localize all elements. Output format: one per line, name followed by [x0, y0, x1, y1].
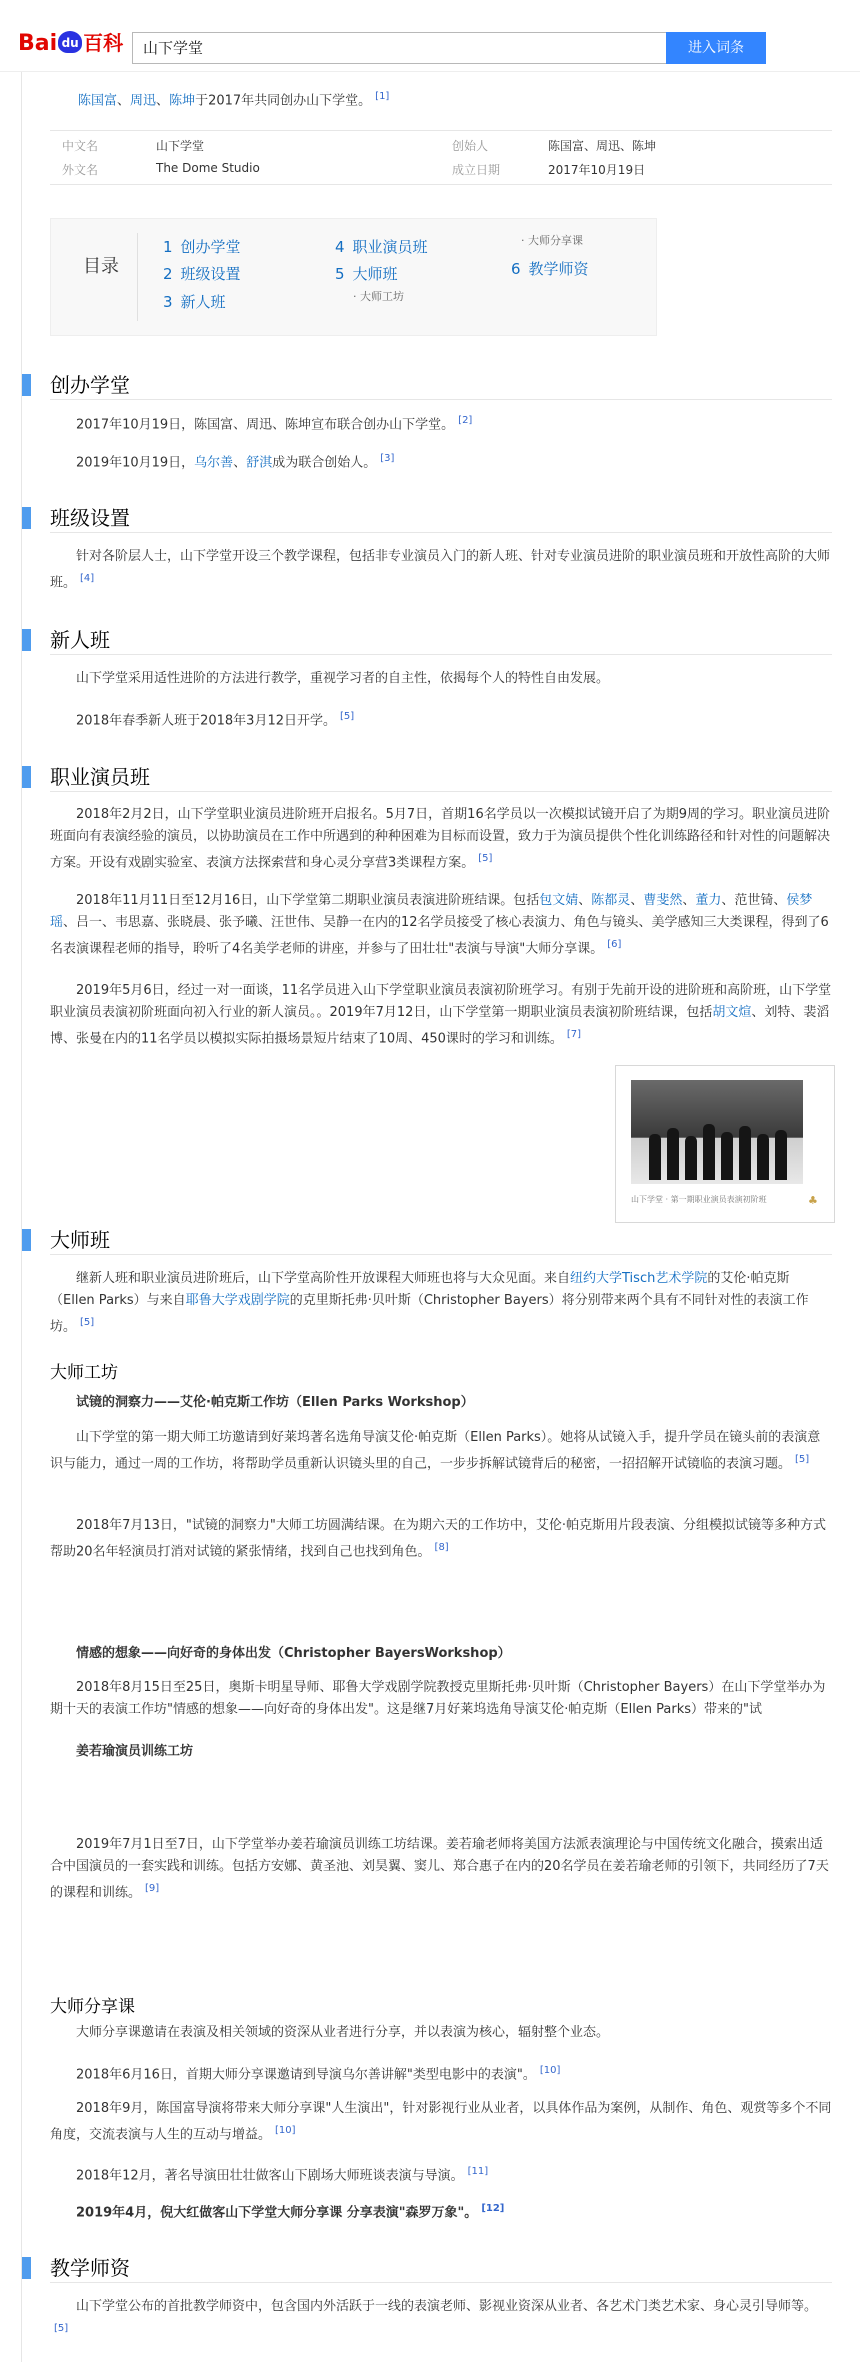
- paragraph: [50, 668, 832, 690]
- text: 、吕一、韦思嘉、张晓晨、张予曦、汪世伟、吴静一在内的12名学员接受了核心表演力、角色与镜头、美学感知三大类课程，得到了6名表演课程老师的指导，聆听了4名美学老师的讲座，并参与了田壮壮"表演与导演"大师分享课。: [50, 915, 829, 957]
- text: 2018年12月，著名导演田壮壮做客山下剧场大师班谈表演与导演。: [76, 2168, 464, 2184]
- info-key: 中文名: [62, 139, 99, 153]
- photo-caption: 山下学堂 · 第一期职业演员表演初阶班: [631, 1195, 767, 1204]
- toc-num: 6: [511, 260, 521, 278]
- person-figure: [721, 1132, 733, 1180]
- basic-info-border: [50, 130, 832, 131]
- text: 2019年7月1日至7日，山下学堂举办姜若瑜演员训练工坊结课。姜若瑜老师将美国方法派表演理论与中国传统文化融合，摸索出适合中国演员的一套实践和训练。包括方安娜、黄圣池、刘昊翼、窦儿、郑合惠子在内的20名学员在姜若瑜老师的引领下，共同经历了7天的课程和训练。: [50, 1837, 829, 1901]
- table-of-contents: [50, 218, 657, 336]
- heading-bar: [22, 629, 31, 651]
- person-link[interactable]: 侯梦瑶: [50, 893, 813, 930]
- studio-logo-icon: ♣: [808, 1194, 818, 1207]
- person-figure: [703, 1124, 715, 1180]
- person-figure: [667, 1128, 679, 1180]
- paragraph: [50, 1427, 832, 1475]
- paragraph: [50, 1268, 832, 1338]
- paragraph: [50, 2060, 832, 2086]
- logo-bai-text: Bai: [18, 31, 58, 56]
- text: 2018年7月13日，"试镜的洞察力"大师工坊圆满结课。在为期六天的工作坊中，艾伦·帕克斯用片段表演、分组模拟试镜等多种方式帮助20名年轻演员打消对试镜的紧张情绪，找到自己也找到角色。: [50, 1518, 826, 1560]
- intro-text: 于2017年共同创办山下学堂。: [195, 93, 372, 109]
- paragraph: [50, 448, 832, 474]
- heading-text: 大师班: [50, 1228, 110, 1252]
- citation-ref[interactable]: [3]: [380, 453, 395, 464]
- text: 的克里斯托弗·贝叶斯（Christopher Bayers）将分别带来两个具有不同针对性的表演工作坊。: [50, 1293, 809, 1335]
- citation-ref[interactable]: [11]: [467, 2166, 489, 2177]
- person-link[interactable]: 陈都灵: [591, 893, 631, 908]
- person-figure: [757, 1134, 769, 1180]
- info-value: 2017年10月19日: [548, 163, 646, 177]
- citation-ref[interactable]: [1]: [375, 91, 390, 102]
- heading-text: 职业演员班: [50, 765, 150, 789]
- paw-icon: du: [58, 31, 82, 53]
- text: 、: [578, 893, 592, 908]
- paragraph: [50, 2098, 832, 2146]
- intro-sep: 、: [117, 93, 131, 109]
- toc-item-4[interactable]: [335, 236, 428, 257]
- citation-ref[interactable]: [2]: [458, 415, 473, 426]
- section-heading: [22, 625, 832, 655]
- toc-num: 5: [335, 265, 345, 283]
- citation-ref[interactable]: [6]: [607, 939, 622, 950]
- toc-label: 创办学堂: [180, 238, 241, 256]
- school-link[interactable]: 耶鲁大学戏剧学院: [185, 1293, 290, 1308]
- text: 、: [233, 455, 247, 471]
- class-photo[interactable]: [615, 1065, 835, 1223]
- text: 2019年5月6日，经过一对一面谈，11名学员进入山下学堂职业演员表演初阶班学习。有别于先前开设的进阶班和高阶班，山下学堂职业演员表演初阶班面向初入行业的新人演员。。2019年7月12日，山下学堂第一期职业演员表演初阶班结课，包括: [50, 983, 832, 1020]
- text: 、: [682, 893, 696, 908]
- info-value: 陈国富、周迅、陈坤: [548, 139, 657, 153]
- citation-ref[interactable]: [5]: [478, 853, 493, 864]
- toc-item-6[interactable]: [511, 258, 589, 279]
- enter-entry-button[interactable]: 进入词条: [666, 32, 766, 64]
- heading-rule: [50, 399, 832, 400]
- person-link[interactable]: 曹斐然: [643, 893, 683, 908]
- paragraph: [50, 546, 832, 594]
- person-link[interactable]: 舒淇: [246, 455, 273, 471]
- group-photo-image: [631, 1080, 803, 1184]
- text: 山下学堂采用适性进阶的方法进行教学，重视学习者的自主性，依揭每个人的特性自由发展。: [76, 671, 610, 686]
- text: 大师分享课邀请在表演及相关领域的资深从业者进行分享，并以表演为核心，辐射整个业态。: [76, 2025, 610, 2040]
- paragraph: [50, 1677, 832, 1721]
- toc-item-2[interactable]: [163, 263, 241, 284]
- section-heading: [22, 503, 832, 533]
- heading-bar: [22, 507, 31, 529]
- toc-sub-item[interactable]: · 大师工坊: [353, 290, 404, 303]
- text: 2019年10月19日，: [76, 455, 195, 471]
- toc-title: 目录: [83, 256, 119, 277]
- subsection-title: 大师分享课: [50, 1997, 135, 2017]
- heading-text: 新人班: [50, 628, 110, 652]
- person-figure: [775, 1130, 787, 1180]
- toc-item-1[interactable]: [163, 236, 241, 257]
- paragraph: [50, 2296, 832, 2344]
- section-heading: [22, 1225, 832, 1255]
- citation-ref[interactable]: [4]: [80, 573, 95, 584]
- text: 、范世锜、: [721, 893, 787, 908]
- basic-info-border: [50, 184, 832, 185]
- paragraph: [50, 980, 832, 1050]
- citation-ref[interactable]: [5]: [80, 1317, 95, 1328]
- text: 、刘特、裴滔博、张曼在内的11名学员以模拟实际拍摄场景短片结束了10周、450课时的学习和训练。: [50, 1005, 830, 1047]
- info-value: 山下学堂: [156, 139, 205, 153]
- paragraph: [50, 2161, 832, 2187]
- left-divider: [21, 72, 22, 2362]
- workshop-title: 姜若瑜演员训练工坊: [76, 1744, 194, 1759]
- toc-label: 大师班: [352, 265, 398, 283]
- toc-num: 1: [163, 238, 173, 256]
- heading-text: 创办学堂: [50, 373, 130, 397]
- person-figure: [685, 1136, 697, 1180]
- text: 2018年11月11日至12月16日，山下学堂第二期职业演员表演进阶班结课。包括: [76, 893, 540, 908]
- text: 山下学堂公布的首批教学师资中，包含国内外活跃于一线的表演老师、影视业资深从业者、各艺术门类艺术家、身心灵引导师等。: [76, 2299, 818, 2314]
- founder-link[interactable]: 陈国富: [78, 93, 118, 109]
- baidu-baike-logo[interactable]: [18, 31, 126, 55]
- intro-paragraph: [78, 86, 860, 112]
- heading-bar: [22, 374, 31, 396]
- paragraph: [50, 1834, 832, 1904]
- text: 山下学堂的第一期大师工坊邀请到好莱坞著名选角导演艾伦·帕克斯（Ellen Parks）。她将从试镜入手，提升学员在镜头前的表演意识与能力，通过一周的工作坊，将帮助学员重新认识镜头里的自己，一步步拆解试镜背后的秘密，一招招解开试镜临的表演习题。: [50, 1430, 821, 1472]
- citation-ref[interactable]: [12]: [481, 2203, 505, 2214]
- info-key: 外文名: [62, 163, 99, 177]
- paragraph: [50, 706, 832, 732]
- toc-label: 新人班: [180, 293, 226, 311]
- person-figure: [739, 1126, 751, 1180]
- toc-sub-item[interactable]: · 大师分享课: [521, 234, 583, 247]
- search-input[interactable]: 山下学堂: [132, 32, 666, 64]
- text: 的艾伦·帕克斯（Ellen Parks）与来自: [50, 1271, 790, 1308]
- text: 2018年春季新人班于2018年3月12日开学。: [76, 713, 336, 729]
- section-heading: [22, 762, 832, 792]
- workshop-title: 情感的想象——向好奇的身体出发（Christopher BayersWorkshop）: [76, 1646, 511, 1661]
- section-heading: [22, 370, 832, 400]
- intro-sep: 、: [156, 93, 170, 109]
- text: 针对各阶层人士，山下学堂开设三个教学课程，包括非专业演员入门的新人班、针对专业演员进阶的职业演员班和开放性高阶的大师班。: [50, 549, 831, 591]
- founder-link[interactable]: 陈坤: [169, 93, 196, 109]
- toc-separator: [137, 233, 138, 321]
- heading-rule: [50, 791, 832, 792]
- paragraph: [50, 1515, 832, 1563]
- citation-ref[interactable]: [5]: [54, 2323, 69, 2334]
- person-link[interactable]: 胡文煊: [712, 1005, 752, 1020]
- citation-ref[interactable]: [10]: [539, 2065, 561, 2076]
- person-figure: [649, 1134, 661, 1180]
- text: 2019年4月，倪大红做客山下学堂大师分享课 分享表演"森罗万象"。: [76, 2205, 478, 2221]
- citation-ref[interactable]: [5]: [795, 1454, 810, 1465]
- text: 2018年2月2日，山下学堂职业演员进阶班开启报名。5月7日，首期16名学员以一次模拟试镜开启了为期9周的学习。职业演员进阶班面向有表演经验的演员，以协助演员在工作中所遇到的种种困难为目标而设置，致力于为演员提供个性化训练路径和针对性的问题解决方案。开设有戏剧实验室、表演方法探索营和身心灵分享营3类课程方案。: [50, 807, 831, 871]
- toc-sub-label: 大师分享课: [528, 234, 583, 247]
- heading-bar: [22, 2257, 31, 2279]
- toc-label: 教学师资: [528, 260, 589, 278]
- toc-num: 3: [163, 293, 173, 311]
- toc-label: 班级设置: [180, 265, 241, 283]
- citation-ref[interactable]: [7]: [566, 1029, 582, 1040]
- paragraph: [50, 2198, 832, 2224]
- person-link[interactable]: 董力: [695, 893, 722, 908]
- text: 继新人班和职业演员进阶班后，山下学堂高阶性开放课程大师班也将与大众见面。来自: [76, 1271, 571, 1286]
- paragraph: [50, 804, 832, 874]
- paragraph: [50, 410, 832, 436]
- citation-ref[interactable]: [5]: [339, 711, 355, 722]
- info-key: 创始人: [452, 139, 489, 153]
- text: 、: [630, 893, 644, 908]
- subsection-title: 大师工坊: [50, 1363, 118, 1383]
- person-link[interactable]: 乌尔善: [194, 455, 234, 471]
- workshop-title: 试镜的洞察力——艾伦·帕克斯工作坊（Ellen Parks Workshop）: [76, 1395, 474, 1410]
- text: 2017年10月19日，陈国富、周迅、陈坤宣布联合创办山下学堂。: [76, 417, 455, 433]
- text: 成为联合创始人。: [272, 455, 377, 471]
- logo-baike-text: 百科: [83, 31, 124, 55]
- toc-item-5[interactable]: [335, 263, 398, 284]
- paragraph: [50, 890, 832, 960]
- heading-rule: [50, 1254, 832, 1255]
- heading-bar: [22, 1229, 31, 1251]
- heading-text: 班级设置: [50, 506, 130, 530]
- citation-ref[interactable]: [10]: [275, 2125, 296, 2136]
- info-key: 成立日期: [452, 163, 501, 177]
- citation-ref[interactable]: [8]: [434, 1542, 449, 1553]
- citation-ref[interactable]: [9]: [145, 1883, 160, 1894]
- toc-label: 职业演员班: [352, 238, 428, 256]
- heading-rule: [50, 654, 832, 655]
- school-link[interactable]: 纽约大学Tisch艺术学院: [570, 1271, 708, 1286]
- heading-rule: [50, 532, 832, 533]
- info-value: The Dome Studio: [156, 161, 260, 175]
- heading-rule: [50, 2282, 832, 2283]
- toc-item-3[interactable]: [163, 291, 226, 312]
- text: 2018年9月，陈国富导演将带来大师分享课"人生演出"，针对影视行业从业者，以具体作品为案例，从制作、角色、观赏等多个不同角度，交流表演与人生的互动与增益。: [50, 2101, 832, 2143]
- founder-link[interactable]: 周迅: [130, 93, 157, 109]
- text: 2018年6月16日，首期大师分享课邀请到导演乌尔善讲解"类型电影中的表演"。: [76, 2067, 536, 2083]
- text: 2018年8月15日至25日，奥斯卡明星导师、耶鲁大学戏剧学院教授克里斯托弗·贝叶斯（Christopher Bayers）在山下学堂举办为期十天的表演工作坊"情感的想象——向好奇的身体出发"。这是继7月好莱坞选角导演艾伦·帕克斯（Ellen Parks）带来的"试: [50, 1680, 826, 1717]
- toc-num: 2: [163, 265, 173, 283]
- top-bar: [0, 0, 860, 72]
- paragraph: [50, 2022, 832, 2044]
- toc-num: 4: [335, 238, 345, 256]
- toc-sub-label: 大师工坊: [360, 290, 404, 303]
- heading-text: 教学师资: [50, 2256, 130, 2280]
- section-heading: [22, 2253, 832, 2283]
- heading-bar: [22, 766, 31, 788]
- person-link[interactable]: 包文婧: [539, 893, 579, 908]
